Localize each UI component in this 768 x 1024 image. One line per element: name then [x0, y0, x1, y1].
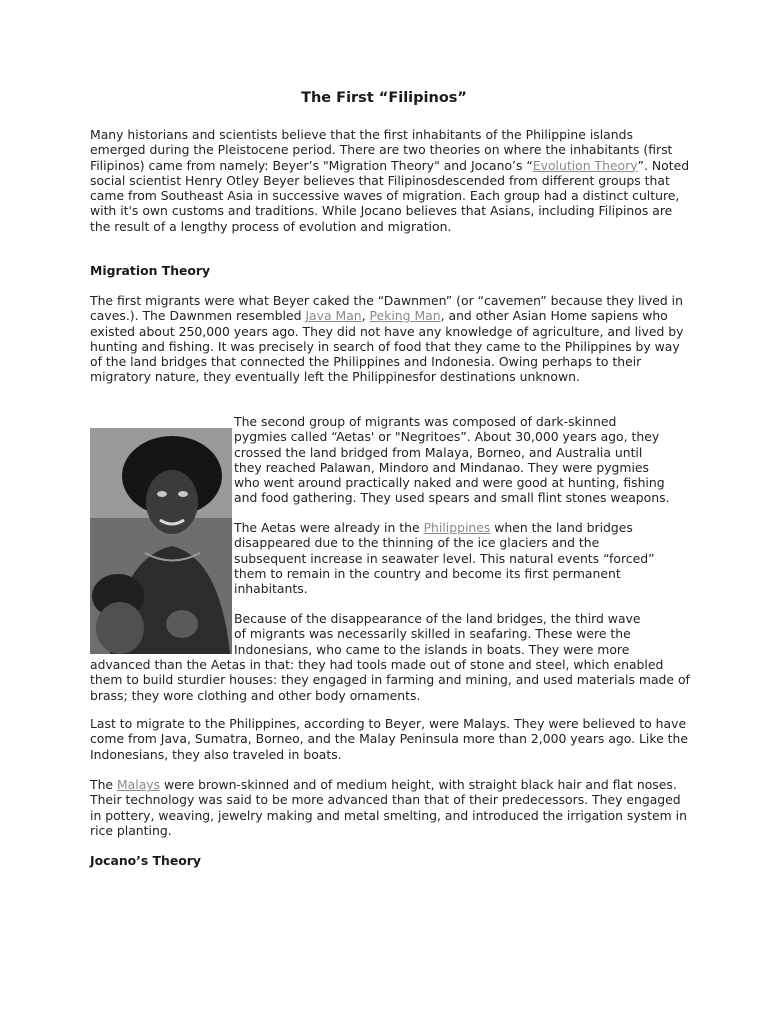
jocano-theory-heading: Jocano’s Theory [90, 853, 201, 868]
malays-text-2: were brown-skinned and of medium height, with straight black hair and flat noses. Their technology was said to be more advanced than that of their predecessors. They engaged in pottery, weaving, jewelry making and metal smelting, and introduced the irrigation system in rice planting. [90, 777, 687, 838]
aetas-line: crossed the land bridged from Malaya, Borneo, and Australia until [234, 444, 643, 460]
link-philippines[interactable]: Philippines [423, 520, 491, 535]
dawnmen-text-3: , and other Asian Home sapiens who existed about 250,000 years ago. They did not have any knowledge of agriculture, and lived by hunting and fishing. It was precisely in search of food that they came to the Philippines by way of the land bridges that connected the Philippines and Indonesia. Owing perhaps to their migratory nature, they eventually left the Philippinesfor destinations unknown. [90, 308, 684, 385]
aetas-line: they reached Palawan, Mindoro and Mindanao. They were pygmies [234, 459, 650, 475]
migration-theory-heading: Migration Theory [90, 263, 211, 278]
aetas-line: who went around practically naked and were good at hunting, fishing [234, 475, 665, 491]
dawnmen-paragraph [90, 293, 690, 385]
third-wave-line: Indonesians, who came to the islands in boats. They were more [234, 641, 630, 657]
intro-text-2: ”. Noted social scientist Henry Otley Beyer believes that Filipinosdescended from different groups that came from Southeast Asia in successive waves of migration. Each group had a distinct culture, with it's own customs and traditions. While Jocano believes that Asians, including Filipinos are the result of a lengthy process of evolution and migration. [90, 157, 690, 234]
link-java-man[interactable]: Java Man [305, 308, 362, 324]
malays-description-paragraph [90, 777, 690, 838]
intro-text-1: Many historians and scientists believe that the first inhabitants of the Philippine islands emerged during the Pleistocene period. There are two theories on where the inhabitants (first Filipinos) came from namely: Beyer’s "Migration Theory" and Jocano’s “ [90, 127, 673, 173]
aetas2-line: them to remain in the country and become its first permanent [234, 565, 621, 581]
third-wave-line: of migrants was necessarily skilled in seafaring. These were the [234, 626, 631, 642]
aetas-land-bridges-paragraph [234, 520, 694, 596]
aetas-line: pygmies called “Aetas' or "Negritoes”. About 30,000 years ago, they [234, 429, 660, 445]
third-wave-line: Because of the disappearance of the land bridges, the third wave [234, 611, 641, 626]
aetas2-text-2: when the land bridges [490, 520, 633, 535]
malays-migration-paragraph: Last to migrate to the Philippines, according to Beyer, were Malays. They were believed to have come from Java, Sumatra, Borneo, and the Malay Peninsula more than 2,000 years ago. Like the Indonesians, they also traveled in boats. [90, 716, 688, 762]
aeta-photo [90, 428, 232, 654]
dawnmen-text-1: The first migrants were what Beyer caked the “Dawnmen” (or “cavemen” because they lived in caves.). The Dawnmen resembled [90, 293, 683, 324]
link-malays[interactable]: Malays [116, 777, 161, 792]
aetas2-first-line [234, 520, 694, 535]
aetas-line: and food gathering. They used spears and small flint stones weapons. [234, 490, 670, 506]
third-wave-paragraph: advanced than the Aetas in that: they had tools made out of stone and steel, which enabled them to build sturdier houses: they engaged in farming and mining, and used materials made of brass; they wore clothing and other body ornaments. [90, 657, 690, 703]
aetas2-line: inhabitants. [234, 581, 308, 597]
photo-aeta-woman-with-child-icon [90, 428, 232, 654]
page-title: The First “Filipinos” [301, 90, 467, 106]
dawnmen-text-2: , [361, 308, 370, 324]
third-wave-lines [234, 611, 694, 657]
malays-text-1: The [90, 777, 117, 792]
aetas2-line: subsequent increase in seawater level. This natural events “forced” [234, 550, 655, 566]
link-evolution-theory[interactable]: Evolution Theory [532, 157, 638, 173]
aetas-line: The second group of migrants was composed of dark-skinned [234, 414, 617, 429]
intro-paragraph [90, 127, 690, 234]
link-peking-man[interactable]: Peking Man [369, 308, 441, 324]
aetas2-text-1: The Aetas were already in the [234, 520, 424, 535]
aetas2-line: disappeared due to the thinning of the ice glaciers and the [234, 535, 600, 551]
aetas-paragraph [234, 414, 694, 506]
